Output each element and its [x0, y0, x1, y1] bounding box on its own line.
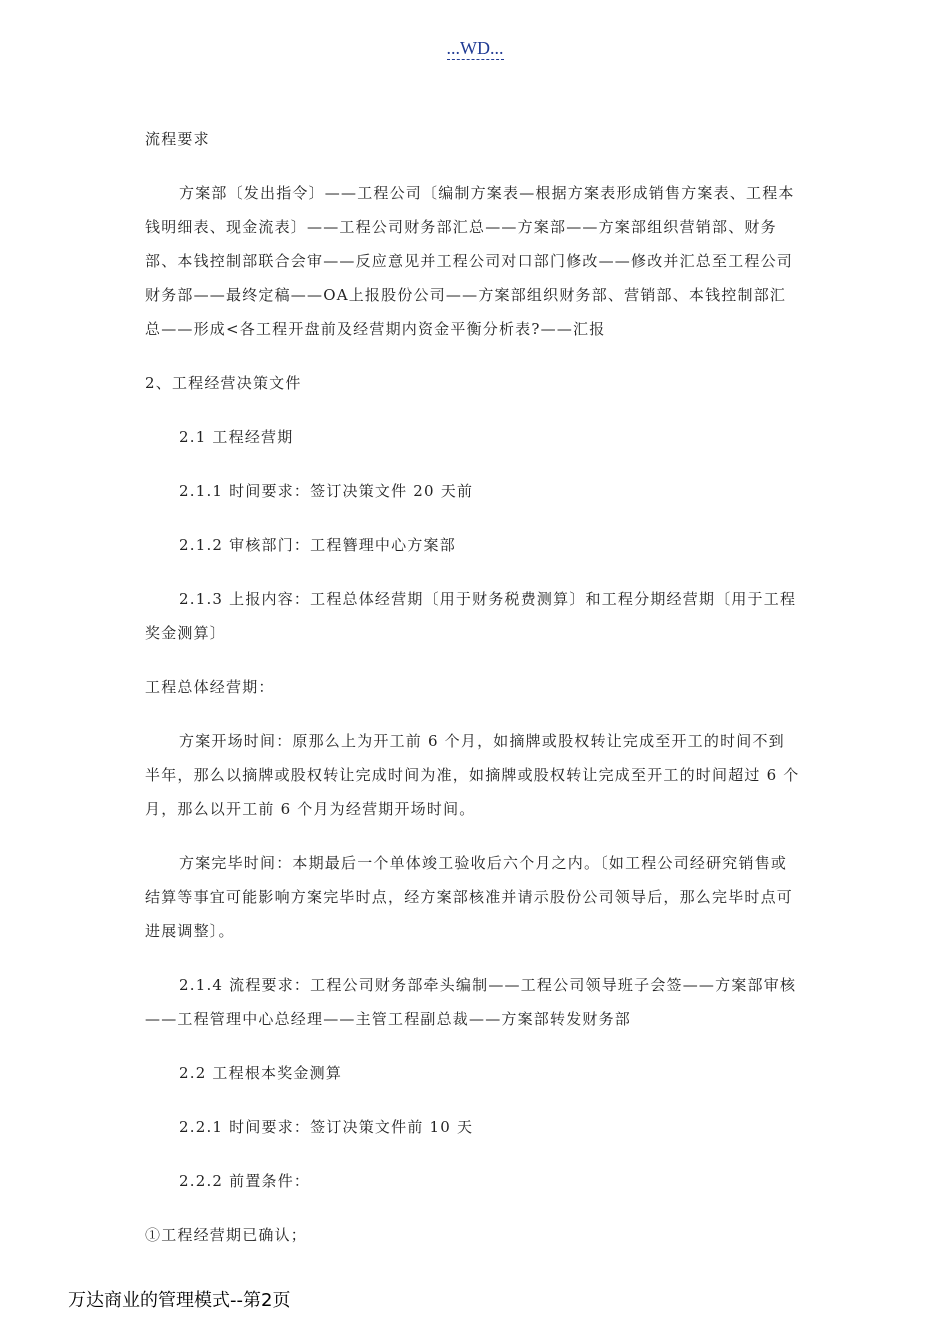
item-2-1-4: 2.1.4 流程要求：工程公司财务部牵头编制——工程公司领导班子会签——方案部审核——工程管理中心总经理——主管工程副总裁——方案部转发财务部	[145, 976, 797, 1028]
section-heading-process: 流程要求	[145, 130, 210, 148]
page-footer: 万达商业的管理模式--第2页	[68, 1290, 291, 1311]
item-2-1-3: 2.1.3 上报内容：工程总体经营期〔用于财务税费测算〕和工程分期经营期〔用于工程奖金测算〕	[145, 590, 797, 642]
item-2-2-2: 2.2.2 前置条件：	[179, 1172, 311, 1190]
document-body	[145, 122, 800, 1252]
paragraph-start-time: 方案开场时间：原那么上为开工前 6 个月，如摘牌或股权转让完成至开工的时间不到半年，那么以摘牌或股权转让完成时间为准，如摘牌或股权转让完成至开工的时间超过 6 个月，那么以开工前 6 个月为经营期开场时间。	[145, 732, 800, 818]
watermark-text: ...WD...	[446, 38, 504, 58]
list-item-1: ①工程经营期已确认；	[145, 1226, 308, 1244]
item-2-1-2: 2.1.2 审核部门：工程簪理中心方案部	[179, 536, 456, 554]
paragraph-end-time: 方案完毕时间：本期最后一个单体竣工验收后六个月之内。〔如工程公司经研究销售或结算等事宜可能影响方案完毕时点，经方案部核准并请示股份公司领导后，那么完毕时点可进展调整〕。	[145, 854, 794, 940]
paragraph-process-flow: 方案部〔发出指令〕——工程公司〔编制方案表—根据方案表形成销售方案表、工程本钱明细表、现金流表〕——工程公司财务部汇总——方案部——方案部组织营销部、财务部、本钱控制部联合会审——反应意见并工程公司对口部门修改——修改并汇总至工程公司财务部——最终定稿——OA上报股份公司——方案部组织财务部、营销部、本钱控制部汇总——形成<各工程开盘前及经营期内资金平衡分析表?——汇报	[145, 184, 795, 338]
item-2-2-1: 2.2.1 时间要求：签订决策文件前 10 天	[179, 1118, 474, 1136]
item-2-1-1: 2.1.1 时间要求：签订决策文件 20 天前	[179, 482, 474, 500]
section-heading-decision-docs: 2、工程经营决策文件	[145, 374, 302, 392]
label-overall-period: 工程总体经营期：	[145, 678, 275, 696]
subheading-2-2: 2.2 工程根本奖金测算	[179, 1064, 343, 1082]
header-watermark	[0, 38, 950, 59]
subheading-2-1: 2.1 工程经营期	[179, 428, 294, 446]
